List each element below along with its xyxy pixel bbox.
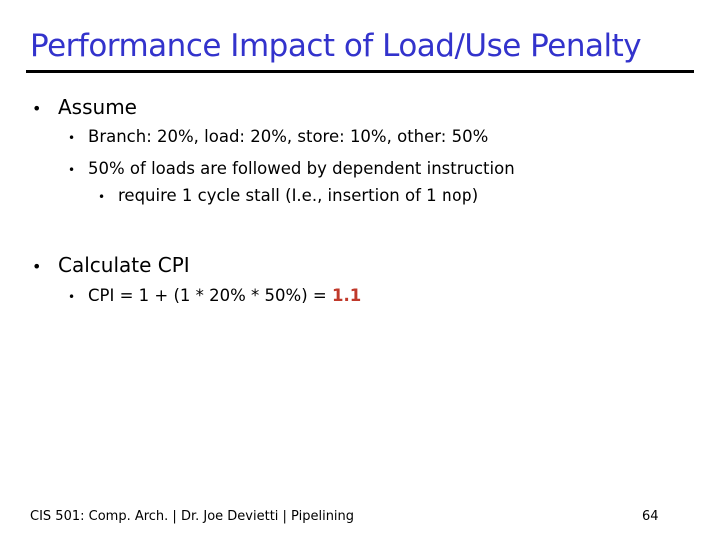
bullet-assume xyxy=(32,95,137,119)
bullet-marker: • xyxy=(68,290,76,304)
sub-bullet-mix-text: Branch: 20%, load: 20%, store: 10%, other: 50% xyxy=(88,127,489,146)
nop-code: nop xyxy=(441,186,472,205)
sub-bullet-loads-text: 50% of loads are followed by dependent instruction xyxy=(88,159,515,178)
bullet-marker: • xyxy=(98,190,106,204)
footer-page-number: 64 xyxy=(642,509,659,524)
bullet-calculate-text: Calculate CPI xyxy=(58,253,190,277)
sub-sub-bullet-stall xyxy=(98,186,478,205)
bullet-marker: • xyxy=(32,257,42,276)
stall-text: require 1 cycle stall (I.e., insertion of 1 xyxy=(118,186,442,205)
cpi-formula: CPI = 1 + (1 * 20% * 50%) = xyxy=(88,286,332,305)
sub-bullet-mix xyxy=(68,127,488,146)
bullet-assume-text: Assume xyxy=(58,95,137,119)
bullet-marker: • xyxy=(32,99,42,118)
title-underline xyxy=(26,70,694,73)
bullet-calculate xyxy=(32,253,190,277)
sub-bullet-loads xyxy=(68,159,515,178)
stall-suffix: ) xyxy=(471,186,479,205)
bullet-marker: • xyxy=(68,163,76,177)
cpi-result: 1.1 xyxy=(331,286,362,305)
bullet-marker: • xyxy=(68,131,76,145)
footer-course-info: CIS 501: Comp. Arch. | Dr. Joe Devietti | Pipelining xyxy=(30,509,355,524)
slide-title: Performance Impact of Load/Use Penalty xyxy=(30,28,642,64)
sub-bullet-cpi xyxy=(68,286,361,305)
